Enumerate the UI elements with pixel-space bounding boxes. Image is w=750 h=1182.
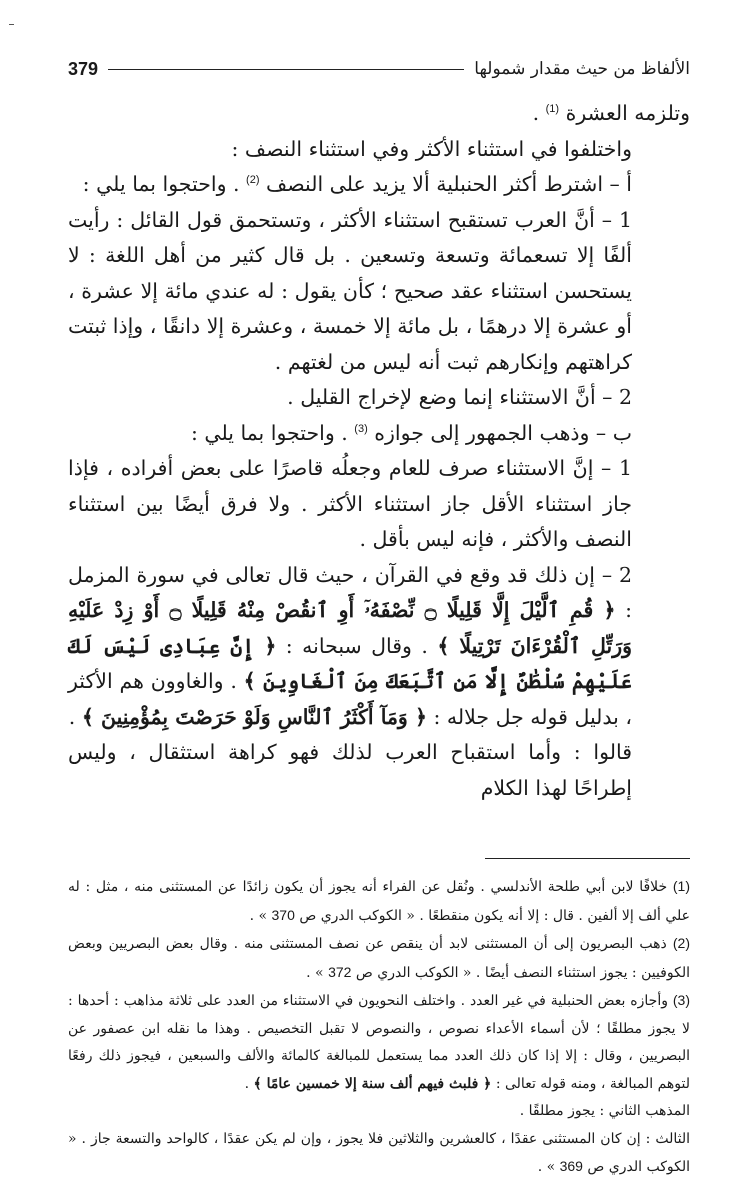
argument-b1: 1 – إنَّ الاستثناء صرف للعام وجعلُه قاصرًا على بعض أفراده ، فإذا جاز استثناء الأقل جاز استثناء الأكثر . ولا فرق أيضًا بين استثناء النصف والأكثر ، فإنه ليس بأقل . [68, 456, 632, 551]
section-b-heading: ب – وذهب الجمهور إلى جوازه $^{(3)}$ . واحتجوا بما يلي : [190, 420, 632, 445]
quran-verse-hijr: ﴿ إِنَّ عِبَادِى لَيْسَ لَكَ عَلَيْهِمْ سُلْطَٰنٌ إِلَّا مَنِ ٱتَّبَعَكَ مِنَ ٱلْغَاوِينَ ﴾ [68, 633, 632, 693]
main-text [68, 96, 690, 806]
footnote-3-second-school: المذهب الثاني : يجوز مطلقًا . [519, 1103, 690, 1119]
margin-mark [9, 24, 14, 25]
footnote-separator [485, 858, 690, 859]
quran-verse-ankabut: ﴿ فلبث فيهم ألف سنة إلا خمسين عامًا ﴾ [253, 1075, 492, 1092]
quran-verse-muzzammil: ﴿ قُمِ ٱلَّيْلَ إِلَّا قَلِيلًا ۝ نِّصْفَهُۥٓ أَوِ ٱنقُصْ مِنْهُ قَلِيلًا ۝ أَوْ زِدْ عَلَيْهِ وَرَتِّلِ ٱلْقُرْءَانَ تَرْتِيلًا ﴾ [68, 598, 632, 658]
page-number: 379 [68, 58, 99, 79]
paragraph-rebuttal: قالوا : وأما استقباح العرب لذلك فهو كراهة استثقال ، وليس إطراحًا لهذا الكلام [68, 740, 632, 800]
header-rule [108, 69, 464, 70]
paragraph-disagreement: واختلفوا في استثناء الأكثر وفي استثناء النصف : [231, 136, 632, 161]
footnote-3: (3) وأجازه بعض الحنبلية في غير العدد . واختلف النحويون في الاستثناء من العدد على ثلاثة مذاهب : أحدها : لا يجوز مطلقًا ؛ لأن أسماء الأعداء نصوص ، والنصوص لا تقبل التخصيص . وهذا ما نقله ابن عصفور عن البصريين ، وقال : إلا إذا كان ذلك العدد مما يستعمل للمبالغة كالمائة والألف والسبعين ، فيجوز ذلك رفعًا لتوهم المبالغة ، ومنه قوله تعالى : ﴿ فلبث فيهم ألف سنة إلا خمسين عامًا ﴾ . [68, 992, 690, 1092]
footnotes [68, 873, 690, 1182]
argument-a1: 1 – أنَّ العرب تستقبح استثناء الأكثر ، وتستحمق قول القائل : رأيت ألفًا إلا تسعمائة وتسعة وتسعين . بل قال كثير من أهل اللغة : لا يستحسن استثناء عقد صحيح ؛ كأن يقول : له عندي مائة إلا عشرة ، أو عشرة إلا درهمًا ، بل مائة إلا خمسة ، وعشرة إلا دانقًا ، وإذا ثبتت كراهتهم وإنكارهم ثبت أنه ليس من لغتهم . [68, 207, 632, 374]
footnote-3-third-school: الثالث : إن كان المستثنى عقدًا ، كالعشرين والثلاثين فلا يجوز ، وإن لم يكن عقدًا ، كالواحد والتسعة جاز . « الكوكب الدري ص 369 » . [68, 1130, 690, 1175]
argument-b2: 2 – إن ذلك قد وقع في القرآن ، حيث قال تعالى في سورة المزمل : ﴿ قُمِ ٱلَّيْلَ إِلَّا قَلِيلًا ۝ نِّصْفَهُۥٓ أَوِ ٱنقُصْ مِنْهُ قَلِيلًا ۝ أَوْ زِدْ عَلَيْهِ وَرَتِّلِ ٱلْقُرْءَانَ تَرْتِيلًا ﴾ . وقال سبحانه : ﴿ إِنَّ عِبَادِى لَيْسَ لَكَ عَلَيْهِمْ سُلْطَٰنٌ إِلَّا مَنِ ٱتَّبَعَكَ مِنَ ٱلْغَاوِينَ ﴾ . والغاوون هم الأكثر ، بدليل قوله جل جلاله : ﴿ وَمَآ أَكْثَرُ ٱلنَّاسِ وَلَوْ حَرَصْتَ بِمُؤْمِنِينَ ﴾ . [68, 562, 633, 729]
footnote-1: (1) خلافًا لابن أبي طلحة الأندلسي . ونُقل عن الفراء أنه يجوز أن يكون زائدًا عن المستثنى منه ، مثل : له علي ألف إلا ألفين . قال : إلا أنه يكون منقطعًا . « الكوكب الدري ص 370 » . [68, 878, 691, 924]
footnote-ref-1: (1) [545, 103, 560, 116]
footnote-ref-3: (3) [354, 422, 368, 435]
argument-a2: 2 – أنَّ الاستثناء إنما وضع لإخراج القليل . [287, 385, 632, 409]
book-page [68, 54, 691, 1175]
footnote-ref-2: (2) [246, 174, 260, 187]
section-a-heading: أ – اشترط أكثر الحنبلية ألا يزيد على النصف $^{(2)}$ . واحتجوا بما يلي : [82, 172, 632, 196]
running-title: الألفاظ من حيث مقدار شمولها [474, 59, 690, 79]
quran-verse-yusuf: ﴿ وَمَآ أَكْثَرُ ٱلنَّاسِ وَلَوْ حَرَصْتَ بِمُؤْمِنِينَ ﴾ [81, 704, 427, 729]
page-header [68, 54, 690, 84]
paragraph-tenth: وتلزمه العشرة $^{(1)}$ . [532, 101, 690, 125]
footnote-2: (2) ذهب البصريون إلى أن المستثنى لابد أن ينقص عن نصف المستثنى منه . وقال بعض البصريين وبعض الكوفيين : يجوز استثناء النصف أيضًا . « الكوكب الدري ص 372 » . [68, 935, 690, 981]
